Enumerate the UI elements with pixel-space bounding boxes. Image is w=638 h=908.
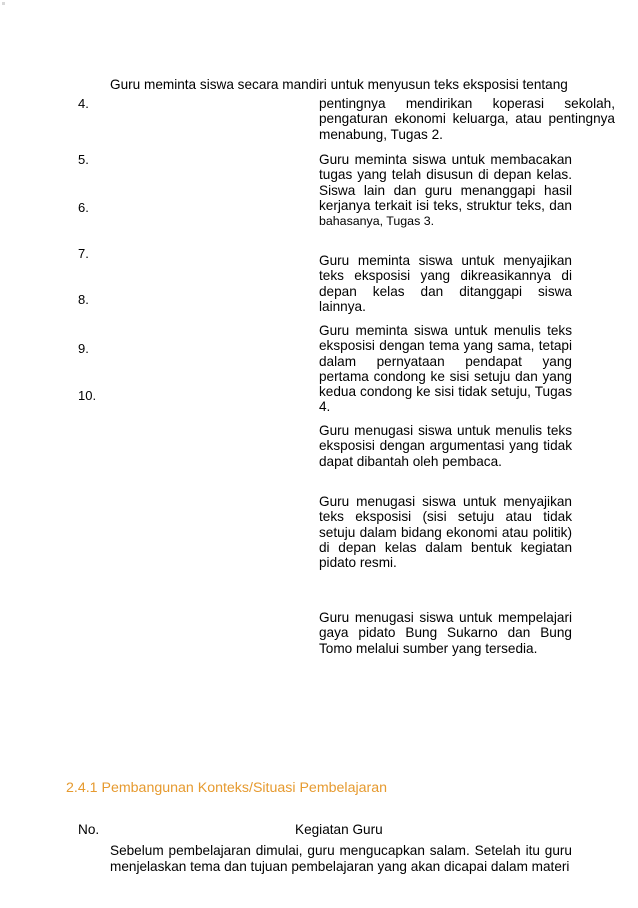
page-corner-mark: [2, 2, 5, 5]
activity-text: Sebelum pembelajaran dimulai, guru mengucapkan salam. Setelah itu guru menjelaskan tema dan tujuan pembelajaran yang akan dicapai dalam materi: [110, 843, 572, 874]
row-number-6: 6.: [78, 200, 89, 215]
row-8-text: Guru menugasi siswa untuk menulis teks eksposisi dengan argumentasi yang tidak dapat dibantah oleh pembaca.: [319, 423, 572, 469]
table-header-kegiatan: Kegiatan Guru: [295, 822, 383, 837]
row-number-5: 5.: [78, 152, 89, 167]
row-5-text: [319, 152, 572, 229]
row-number-10: 10.: [78, 388, 97, 403]
row-number-7: 7.: [78, 246, 89, 261]
row-5-tail-text: bahasanya, Tugas 3.: [319, 214, 435, 229]
section-heading: 2.4.1 Pembangunan Konteks/Situasi Pembelajaran: [66, 780, 388, 796]
row-5-main-text: Guru meminta siswa untuk membacakan tugas yang telah disusun di depan kelas. Siswa lain dan guru menanggapi hasil kerjanya terkait isi teks, struktur teks, dan: [319, 152, 572, 213]
row-6-text: Guru meminta siswa untuk menyajikan teks eksposisi yang dikreasikannya di depan kelas dan ditanggapi siswa lainnya.: [319, 253, 572, 314]
row-4-text: pentingnya mendirikan koperasi sekolah, pengaturan ekonomi keluarga, atau pentingnya menabung, Tugas 2.: [319, 96, 615, 142]
row-4-lead-text: Guru meminta siswa secara mandiri untuk menyusun teks eksposisi tentang: [110, 77, 568, 92]
table-header-no: No.: [78, 822, 100, 837]
row-7-text: Guru meminta siswa untuk menulis teks eksposisi dengan tema yang sama, tetapi dalam pernyataan pendapat yang pertama condong ke sisi setuju dan yang kedua condong ke sisi tidak setuju, Tugas 4.: [319, 323, 572, 415]
row-number-9: 9.: [78, 341, 89, 356]
row-9-text: Guru menugasi siswa untuk menyajikan teks eksposisi (sisi setuju atau tidak setuju dalam bidang ekonomi atau politik) di depan kelas dalam bentuk kegiatan pidato resmi.: [319, 494, 572, 571]
row-10-text: Guru menugasi siswa untuk mempelajari gaya pidato Bung Sukarno dan Bung Tomo melalui sumber yang tersedia.: [319, 610, 572, 656]
row-number-8: 8.: [78, 292, 89, 307]
row-number-4: 4.: [78, 96, 89, 111]
